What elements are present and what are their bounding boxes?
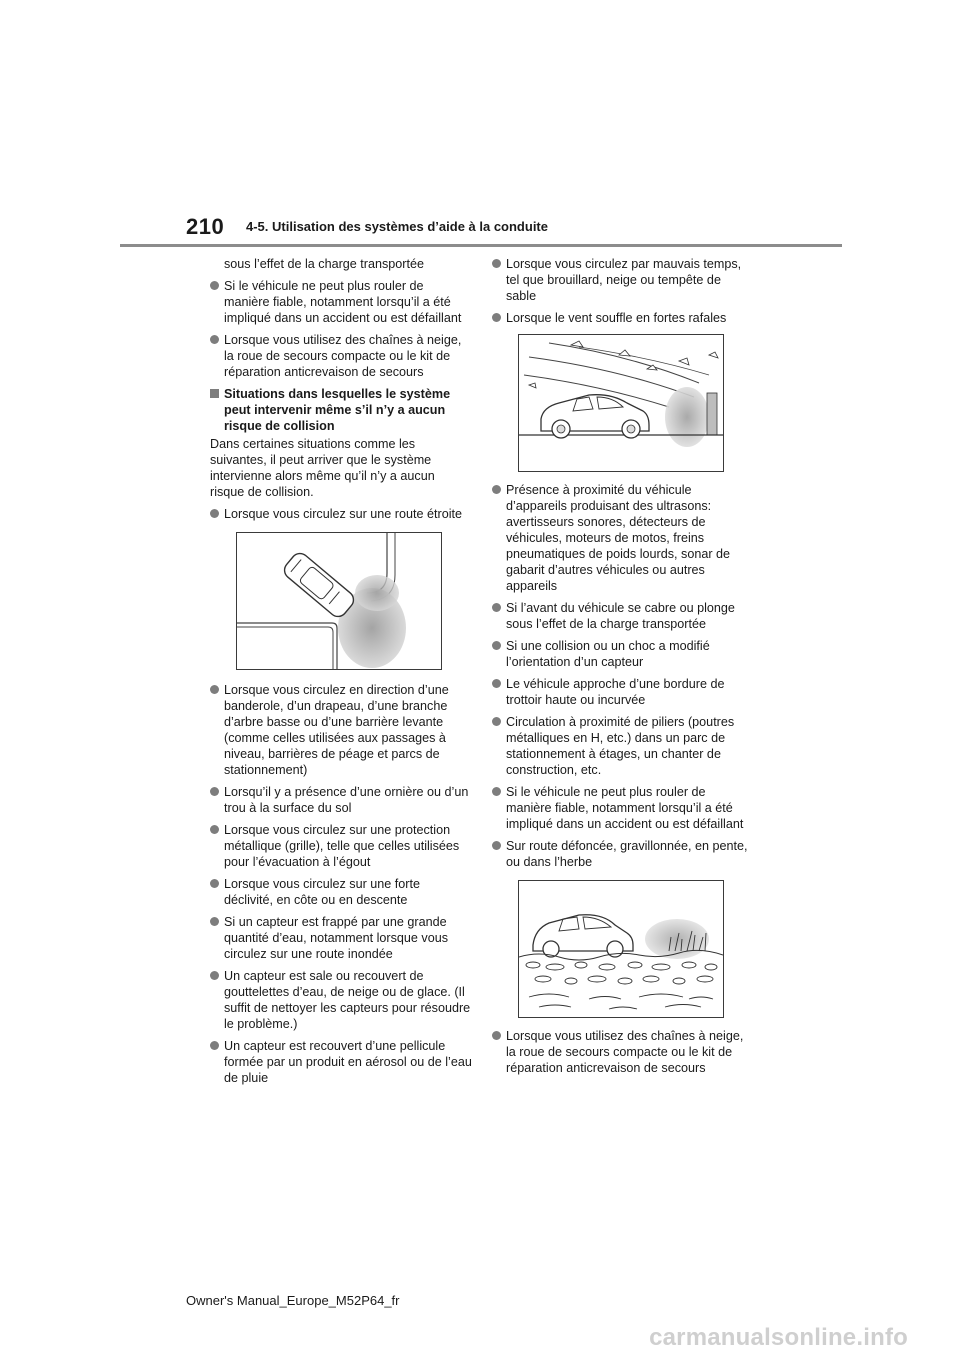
list-item [492,256,754,304]
list-item-text: Un capteur est recouvert d’une pellicule formée par un produit en aérosol ou de l’eau de pluie [224,1039,472,1085]
right-column [492,256,754,1082]
bullet-icon [210,509,219,518]
bullet-icon [492,641,501,650]
list-item [492,638,754,670]
list-item-text: Lorsque vous circulez sur une route étroite [224,507,463,521]
bullet-icon [210,825,219,834]
list-item [210,332,472,380]
list-item-text: Le véhicule approche d’une bordure de trottoir haute ou incurvée [506,677,725,707]
rough-road-illustration [518,880,724,1018]
list-item [210,682,472,778]
list-item [210,968,472,1032]
list-item [492,714,754,778]
bullet-icon [210,685,219,694]
figure-rough-road [518,880,724,1018]
bullet-icon [492,1031,501,1040]
list-item-text: Si le véhicule ne peut plus rouler de manière fiable, notamment lorsqu’il a été impliqué dans un accident ou est défaillant [224,279,462,325]
square-bullet-icon [210,389,219,398]
bullet-icon [210,917,219,926]
list-item-text: Lorsque le vent souffle en fortes rafales [506,311,727,325]
list-item-text: Si l’avant du véhicule se cabre ou plonge sous l’effet de la charge transportée [506,601,735,631]
list-item-text: Circulation à proximité de piliers (poutres métalliques en H, etc.) dans un parc de stationnement à étages, un chanter de construction, etc. [506,715,735,777]
page-number: 210 [186,214,225,239]
list-item [492,676,754,708]
list-item [492,310,754,326]
list-item-text: Si une collision ou un choc a modifié l’orientation d’un capteur [506,639,710,669]
list-item [492,600,754,632]
list-item [492,1028,754,1076]
bullet-icon [210,335,219,344]
subsection-heading [210,386,472,434]
figure-strong-wind [518,334,724,472]
list-item [210,1038,472,1086]
bullet-icon [492,603,501,612]
header-divider [120,244,842,247]
list-item-text: Un capteur est sale ou recouvert de gouttelettes d’eau, de neige ou de glace. (Il suffit de nettoyer les capteurs pour résoudre le problème.) [224,969,471,1031]
list-item [210,876,472,908]
list-item [210,784,472,816]
continued-text: sous l’effet de la charge transportée [224,257,424,271]
bullet-icon [492,485,501,494]
intro-paragraph: Dans certaines situations comme les suivantes, il peut arriver que le système intervienne alors même qu’il n’y a aucun risque de collision. [210,437,435,499]
list-item-text: Présence à proximité du véhicule d’appareils produisant des ultrasons: avertisseurs sonores, détecteurs de véhicules, moteurs de motos, freins pneumatiques de poids lourds, sonar de gabarit d’autres véhicules ou autres appareils [506,483,731,593]
left-column [210,256,472,1092]
bullet-icon [492,313,501,322]
narrow-road-illustration [236,532,442,670]
list-item [210,822,472,870]
list-item-text: Lorsque vous circulez sur une protection métallique (grille), telle que celles utilisées pour l’évacuation à l’égout [224,823,460,869]
list-item-text: Lorsqu’il y a présence d’une ornière ou d’un trou à la surface du sol [224,785,469,815]
list-item [492,784,754,832]
bullet-icon [210,971,219,980]
figure-narrow-road [236,532,442,670]
list-item-text: Lorsque vous utilisez des chaînes à neige, la roue de secours compacte ou le kit de réparation anticrevaison de secours [224,333,462,379]
list-item [210,278,472,326]
list-item-text: Lorsque vous utilisez des chaînes à neige, la roue de secours compacte ou le kit de réparation anticrevaison de secours [506,1029,744,1075]
section-title: 4-5. Utilisation des systèmes d’aide à la conduite [246,219,548,234]
list-item [492,482,754,594]
list-item-text: Lorsque vous circulez par mauvais temps, tel que brouillard, neige ou tempête de sable [506,257,742,303]
footer-doc-id: Owner's Manual_Europe_M52P64_fr [186,1293,400,1308]
bullet-icon [210,281,219,290]
bullet-icon [492,259,501,268]
bullet-icon [210,787,219,796]
list-item-text: Lorsque vous circulez en direction d’une banderole, d’un drapeau, d’une branche d’arbre basse ou d’une barrière levante (comme celles utilisées aux passages à niveau, barrières de péage et parcs de stationnement) [224,683,449,777]
list-item-text: Si le véhicule ne peut plus rouler de manière fiable, notamment lorsqu’il a été impliqué dans un accident ou est défaillant [506,785,744,831]
bullet-icon [492,717,501,726]
bullet-icon [210,879,219,888]
subsection-heading-text: Situations dans lesquelles le système peut intervenir même s’il n’y a aucun risque de collision [224,387,451,433]
bullet-icon [492,679,501,688]
list-item [210,914,472,962]
bullet-icon [492,787,501,796]
watermark: carmanualsonline.info [649,1324,908,1351]
list-item-text: Si un capteur est frappé par une grande quantité d’eau, notamment lorsque vous circulez sur une route inondée [224,915,449,961]
bullet-icon [492,841,501,850]
strong-wind-illustration [518,334,724,472]
bullet-icon [210,1041,219,1050]
list-item [210,506,472,522]
list-item-text: Sur route défoncée, gravillonnée, en pente, ou dans l’herbe [506,839,748,869]
list-item [492,838,754,870]
list-item-text: Lorsque vous circulez sur une forte déclivité, en côte ou en descente [224,877,421,907]
